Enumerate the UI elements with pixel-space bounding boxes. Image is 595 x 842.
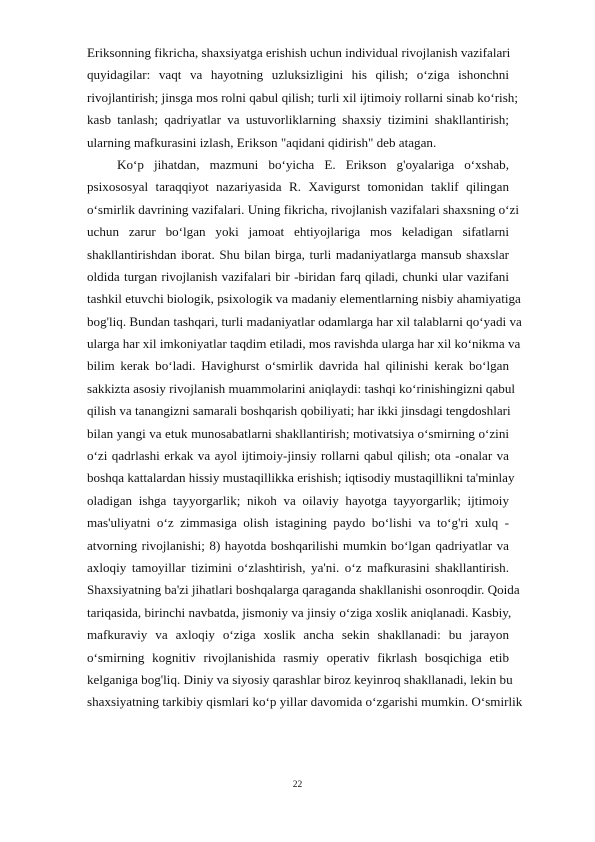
text-line: kasb tanlash; qadriyatlar va ustuvorliklarning shaxsiy tizimini shakllantirish; [87, 112, 509, 128]
text-line: uchun zarur bo‘lgan yoki jamoat ehtiyojlariga mos keladigan sifatlarni [87, 224, 509, 240]
text-line: o‘zi qadrlashi erkak va ayol ijtimoiy-jinsiy rollarni qabul qilish; ota -onalar va [87, 448, 509, 464]
text-line: boshqa kattalardan hissiy mustaqillikka erishish; iqtisodiy mustaqillikni ta'minlay [87, 470, 515, 486]
page-number: 22 [292, 780, 303, 790]
text-line: tariqasida, birinchi navbatda, jismoniy va jinsiy o‘ziga xoslik aniqlanadi. Kasbiy, [87, 604, 512, 620]
text-line: o‘smirlik davrining vazifalari. Uning fikricha, rivojlanish vazifalari shaxsning o‘zi [87, 201, 519, 217]
text-line: qilish va tanangizni samarali boshqarish qobiliyati; har ikki jinsdagi tengdoshlari [87, 403, 511, 419]
text-line: bog'liq. Bundan tashqari, turli madaniyatlar odamlarga har xil talablarni qo‘yadi va [87, 313, 522, 329]
text-line: bilim kerak bo‘ladi. Havighurst o‘smirlik davrida hal qilinishi kerak bo‘lgan [87, 358, 509, 374]
text-line: bilan yangi va etuk munosabatlarni shakllantirish; motivatsiya o‘smirning o‘zini [87, 425, 509, 441]
text-line: rivojlantirish; jinsga mos rolni qabul qilish; turli xil ijtimoiy rollarni sinab ko‘rish; [87, 89, 518, 105]
text-line: sakkizta asosiy rivojlanish muammolarini aniqlaydi: tashqi ko‘rinishingizni qabul [87, 380, 516, 396]
text-line: o‘smirning kognitiv rivojlanishida rasmiy operativ fikrlash bosqichiga etib [87, 649, 509, 665]
text-line: mafkuraviy va axloqiy o‘ziga xoslik ancha sekin shakllanadi: bu jarayon [87, 627, 509, 643]
text-line: Shaxsiyatning ba'zi jihatlari boshqalarga qaraganda shakllanishi osonroqdir. Qoida [87, 582, 520, 598]
body-text [87, 42, 523, 714]
text-line: tashkil etuvchi biologik, psixologik va madaniy elementlarning nisbiy ahamiyatiga [87, 291, 521, 307]
text-line: atvorning rivojlanishi; 8) hayotda boshqarilishi mumkin bo‘lgan qadriyatlar va [87, 537, 509, 553]
text-line: oldida turgan rivojlanish vazifalari bir -biridan farq qiladi, chunki ular vazifani [87, 268, 509, 284]
text-line: ularga har xil imkoniyatlar taqdim etiladi, mos ravishda ularga har xil ko‘nikma va [87, 336, 521, 352]
text-line: Ko‘p jihatdan, mazmuni bo‘yicha E. Erikson g'oyalariga o‘xshab, [117, 156, 509, 172]
text-line: shakllantirishdan iborat. Shu bilan birga, turli madaniyatlarga mansub shaxslar [87, 246, 509, 262]
text-line: ularning mafkurasini izlash, Erikson "aqidani qidirish" deb atagan. [87, 134, 437, 150]
text-line: oladigan ishga tayyorgarlik; nikoh va oilaviy hayotga tayyorgarlik; ijtimoiy [87, 492, 509, 508]
text-line: Eriksonning fikricha, shaxsiyatga erishish uchun individual rivojlanish vazifalari [87, 45, 511, 60]
text-line: axloqiy tamoyillar tizimini o‘zlashtirish, ya'ni. o‘z mafkurasini shakllantirish. [87, 559, 509, 575]
text-line: quyidagilar: vaqt va hayotning uzluksizligini his qilish; o‘ziga ishonchni [87, 67, 509, 83]
text-line: shaxsiyatning tarkibiy qismlari ko‘p yillar davomida o‘zgarishi mumkin. O‘smirlik [87, 694, 523, 710]
text-line: psixososyal taraqqiyot nazariyasida R. Xavigurst tomonidan taklif qilingan [87, 179, 509, 195]
text-line: kelganiga bog'liq. Diniy va siyosiy qarashlar biroz keyinroq shakllanadi, lekin bu [87, 671, 513, 687]
text-line: mas'uliyatni o‘z zimmasiga olish istagining paydo bo‘lishi va to‘g'ri xulq - [87, 515, 509, 531]
